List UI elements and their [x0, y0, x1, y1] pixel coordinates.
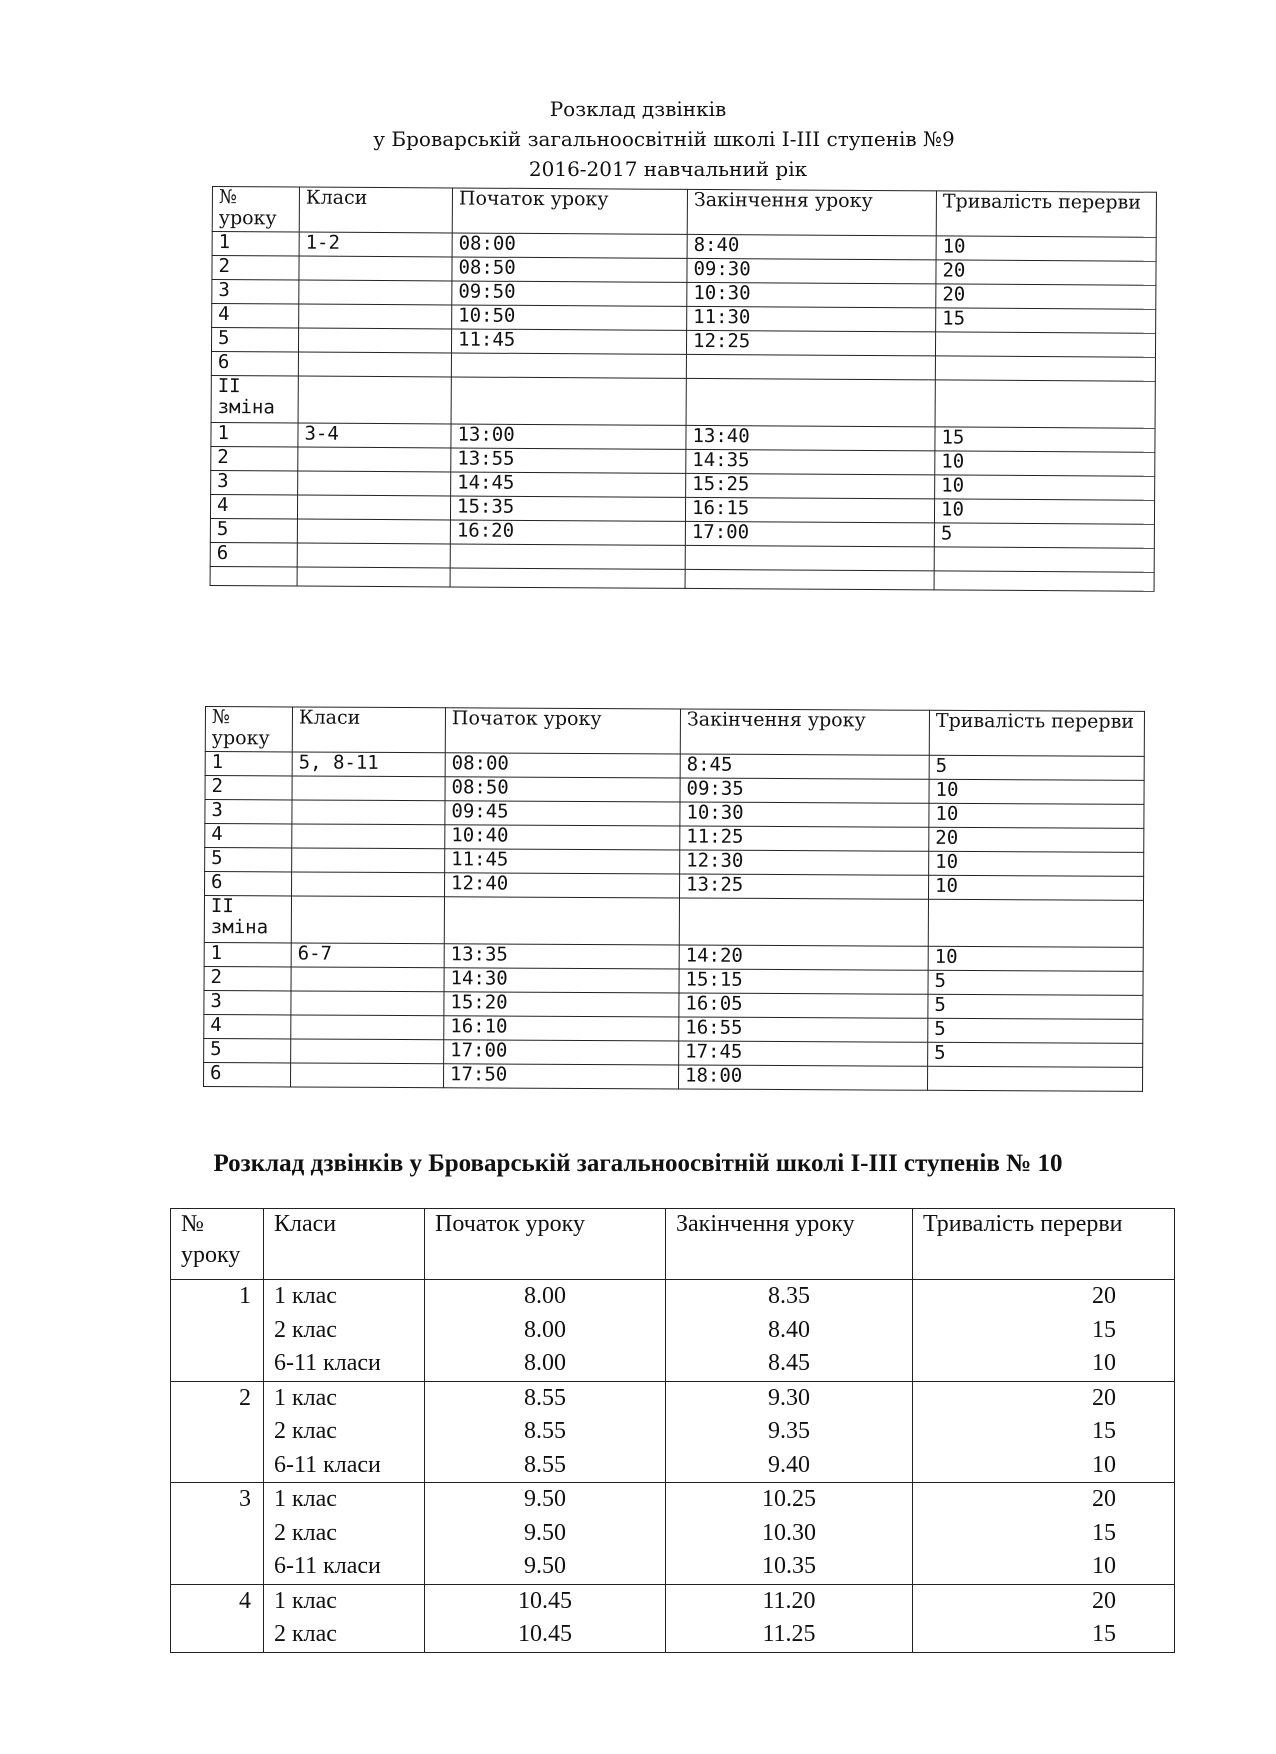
- cell-break: 5: [928, 994, 1143, 1019]
- cell-end-line: 9.40: [768, 1451, 810, 1478]
- cell-end: 16:55: [679, 1017, 928, 1042]
- cell-end: [685, 545, 934, 571]
- cell-lesson: 5: [204, 1038, 291, 1062]
- cell-classes-line: 2 клас: [274, 1316, 337, 1343]
- col-classes: Класи: [264, 1209, 425, 1280]
- cell-classes: [291, 967, 444, 992]
- cell-break: 20: [936, 284, 1156, 309]
- cell-lesson: 3: [205, 800, 292, 824]
- cell-end: 11:30: [687, 306, 936, 332]
- cell-classes-line: 6-11 класи: [274, 1553, 381, 1579]
- cell-start: 14:30: [444, 968, 679, 993]
- cell-start-line: 10.45: [518, 1621, 572, 1647]
- cell-lesson: 5: [205, 848, 292, 872]
- cell-break-line: 15: [1092, 1621, 1116, 1647]
- cell-classes: [292, 776, 445, 801]
- cell-classes-line: 1 клас: [274, 1587, 337, 1614]
- cell-lesson: 4: [210, 494, 297, 519]
- cell-end-line: 11.25: [762, 1621, 816, 1647]
- cell-break: 10: [934, 499, 1154, 524]
- cell-lesson: 1: [205, 752, 292, 776]
- cell-lesson: 5: [210, 518, 297, 543]
- col-start: Початок уроку: [425, 1209, 666, 1280]
- cell-break-line: 10: [1092, 1451, 1116, 1478]
- cell-break: [913, 1381, 1175, 1483]
- cell-break: 10: [928, 946, 1143, 971]
- cell-break: [935, 356, 1155, 381]
- cell-start: 17:50: [444, 1064, 679, 1089]
- cell-break-line: 10: [1092, 1553, 1116, 1579]
- cell-break: [913, 1584, 1175, 1652]
- cell-start: [425, 1584, 666, 1652]
- cell-start-line: 8.55: [524, 1451, 566, 1478]
- cell-end: 10:30: [680, 802, 929, 827]
- cell-end: 14:20: [679, 945, 928, 970]
- section-title: Розклад дзвінків у Броварській загальноосвітній школі І-ІІІ ступенів № 10: [213, 1150, 1063, 1177]
- cell-start-line: 8.00: [524, 1350, 566, 1376]
- cell-break: 5: [929, 755, 1144, 780]
- cell-break: 5: [928, 970, 1143, 995]
- cell-break-line: 20: [1092, 1486, 1116, 1512]
- cell-end-line: 8.35: [768, 1283, 810, 1309]
- cell-break: [927, 1066, 1142, 1091]
- schedule-table-2: [203, 706, 1145, 1092]
- doc-title: Розклад дзвінків: [549, 97, 727, 121]
- cell-start: [425, 1483, 666, 1585]
- cell-end: 8:40: [687, 234, 936, 260]
- cell-classes: [292, 848, 445, 873]
- cell-classes: [297, 495, 450, 520]
- cell-start: 12:40: [445, 873, 680, 898]
- cell-start: [425, 1381, 666, 1483]
- cell-classes: [264, 1483, 425, 1585]
- cell-end: 16:15: [685, 497, 934, 523]
- cell-break: [935, 332, 1155, 357]
- cell-start: 08:50: [445, 777, 680, 802]
- cell-start-line: 8.00: [524, 1316, 566, 1343]
- cell-break: [913, 1483, 1175, 1585]
- cell-classes: [291, 1039, 444, 1064]
- cell-end-line: 11.20: [762, 1587, 816, 1614]
- cell-classes-line: 1 клас: [274, 1384, 337, 1411]
- cell-lesson: 4: [204, 1014, 291, 1038]
- col-lesson: № уроку: [171, 1209, 264, 1280]
- cell-break: 10: [929, 803, 1144, 828]
- cell-start-line: 9.50: [524, 1519, 566, 1546]
- cell-classes: [298, 471, 451, 496]
- shift-row: [204, 896, 1143, 948]
- cell-break: 10: [928, 875, 1143, 900]
- cell-start-line: 9.50: [524, 1486, 566, 1512]
- cell-classes: 5, 8-11: [292, 752, 445, 777]
- cell-start: 13:00: [451, 424, 686, 449]
- shift-row: [211, 375, 1155, 428]
- cell-end: 09:35: [680, 778, 929, 803]
- cell-end: 12:25: [686, 330, 935, 356]
- cell-start: 09:50: [452, 281, 687, 306]
- cell-break: 5: [928, 1018, 1143, 1043]
- cell-start: 16:20: [450, 520, 685, 545]
- lesson-group-row: [171, 1483, 1175, 1585]
- cell-break-line: 20: [1092, 1283, 1116, 1309]
- cell-end-line: 9.30: [768, 1384, 810, 1411]
- cell-classes: [297, 519, 450, 544]
- lesson-group-row: [171, 1381, 1175, 1483]
- schedule-table-3: [170, 1208, 1175, 1653]
- cell-lesson: 2: [204, 966, 291, 990]
- cell-classes-line: 2 клас: [274, 1418, 337, 1444]
- col-end: Закінчення уроку: [666, 1209, 913, 1280]
- cell-break: 15: [935, 427, 1155, 452]
- cell-classes: [298, 352, 451, 377]
- cell-classes: [299, 280, 452, 305]
- cell-start: 13:35: [444, 944, 679, 969]
- cell-break: 10: [935, 451, 1155, 476]
- cell-end: 13:40: [686, 425, 935, 451]
- col-break: Тривалість перерви: [936, 191, 1156, 237]
- cell-end: [666, 1280, 913, 1382]
- cell-lesson: 2: [211, 446, 298, 471]
- cell-break: 5: [934, 523, 1154, 548]
- cell-end: [686, 354, 935, 380]
- cell-classes: [264, 1280, 425, 1382]
- cell-start: 09:45: [445, 801, 680, 826]
- col-lesson: № уроку: [205, 707, 292, 752]
- cell-classes: [291, 991, 444, 1016]
- cell-end: [666, 1584, 913, 1652]
- cell-end: 15:15: [679, 969, 928, 994]
- cell-break: 15: [936, 308, 1156, 333]
- cell-lesson: 1: [171, 1280, 264, 1382]
- cell-classes: [291, 1063, 444, 1088]
- cell-end: 8:45: [680, 754, 929, 779]
- col-break: Тривалість перерви: [913, 1209, 1175, 1280]
- table-header-row: [171, 1209, 1175, 1280]
- col-classes: Класи: [292, 707, 445, 753]
- cell-break: 10: [929, 779, 1144, 804]
- cell-start: 08:00: [452, 233, 687, 258]
- cell-classes: [299, 304, 452, 329]
- table-header-row: [205, 707, 1144, 757]
- lesson-group-row: [171, 1280, 1175, 1382]
- cell-end: 16:05: [679, 993, 928, 1018]
- doc-subtitle: у Броварській загальноосвітній школі І-ІІІ ступенів №9: [373, 127, 955, 151]
- doc-year: 2016-2017 навчальний рік: [528, 157, 808, 181]
- cell-lesson: 6: [205, 872, 292, 896]
- cell-end-line: 9.35: [768, 1418, 810, 1444]
- cell-lesson: 3: [204, 990, 291, 1014]
- cell-classes: [264, 1584, 425, 1652]
- col-lesson: № уроку: [212, 187, 299, 233]
- cell-end: 09:30: [687, 258, 936, 284]
- cell-classes: [292, 800, 445, 825]
- col-end: Закінчення уроку: [687, 189, 936, 236]
- cell-classes-line: 1 клас: [274, 1283, 337, 1309]
- cell-lesson: 6: [210, 542, 297, 567]
- cell-break: 10: [929, 851, 1144, 876]
- cell-classes-line: 2 клас: [274, 1519, 337, 1546]
- col-classes: Класи: [299, 187, 452, 233]
- cell-start: 15:35: [450, 496, 685, 521]
- cell-classes-line: 2 клас: [274, 1621, 337, 1647]
- cell-break-line: 15: [1092, 1418, 1116, 1444]
- cell-classes: [298, 447, 451, 472]
- cell-break: [934, 547, 1154, 572]
- cell-end-line: 8.45: [768, 1350, 810, 1376]
- cell-lesson: 5: [211, 328, 298, 353]
- cell-lesson: 1: [211, 422, 298, 447]
- cell-end: 17:00: [685, 521, 934, 547]
- cell-break: [913, 1280, 1175, 1382]
- cell-end-line: 10.35: [762, 1553, 816, 1579]
- cell-start: [450, 544, 685, 569]
- table-row: [204, 1062, 1143, 1091]
- cell-start: 08:50: [452, 257, 687, 282]
- cell-break-line: 10: [1092, 1350, 1116, 1376]
- cell-end-line: 8.40: [768, 1316, 810, 1343]
- cell-classes-line: 6-11 класи: [274, 1451, 381, 1478]
- cell-end: 14:35: [686, 449, 935, 475]
- cell-classes: [292, 872, 445, 897]
- table-header-row: [212, 187, 1156, 238]
- cell-break-line: 15: [1092, 1316, 1116, 1343]
- cell-start: [425, 1280, 666, 1382]
- cell-lesson: 4: [212, 304, 299, 329]
- cell-start: 14:45: [451, 472, 686, 497]
- cell-lesson: 2: [205, 776, 292, 800]
- cell-start-line: 8.00: [524, 1283, 566, 1309]
- cell-classes: 3-4: [298, 423, 451, 448]
- cell-lesson: 2: [212, 256, 299, 281]
- cell-classes: [298, 328, 451, 353]
- cell-break: 5: [928, 1042, 1143, 1067]
- cell-lesson: 3: [212, 280, 299, 305]
- col-break: Тривалість перерви: [929, 710, 1144, 756]
- cell-end: [666, 1483, 913, 1585]
- cell-lesson: 4: [171, 1584, 264, 1652]
- cell-end-line: 10.25: [762, 1486, 816, 1512]
- cell-start: 10:40: [445, 825, 680, 850]
- cell-classes-line: 6-11 класи: [274, 1350, 381, 1376]
- cell-start: 10:50: [452, 305, 687, 330]
- schedule-table-1: [210, 186, 1157, 592]
- cell-start: 11:45: [445, 849, 680, 874]
- cell-end: 10:30: [687, 282, 936, 308]
- cell-end: 12:30: [680, 850, 929, 875]
- col-start: Початок уроку: [445, 708, 680, 754]
- cell-lesson: 4: [205, 824, 292, 848]
- cell-classes: [264, 1381, 425, 1483]
- cell-lesson: 3: [171, 1483, 264, 1585]
- cell-end: 15:25: [686, 473, 935, 499]
- cell-start: 11:45: [451, 329, 686, 354]
- cell-end: 13:25: [680, 874, 929, 899]
- cell-classes: [292, 824, 445, 849]
- cell-break: 10: [935, 475, 1155, 500]
- cell-start: [451, 353, 686, 378]
- col-start: Початок уроку: [452, 188, 687, 234]
- cell-start-line: 8.55: [524, 1384, 566, 1411]
- cell-start: 15:20: [444, 992, 679, 1017]
- cell-break-line: 20: [1092, 1384, 1116, 1411]
- cell-start: 16:10: [444, 1016, 679, 1041]
- cell-end-line: 10.30: [762, 1519, 816, 1546]
- cell-lesson: 3: [211, 470, 298, 495]
- cell-break: 10: [936, 236, 1156, 261]
- cell-lesson: 1: [212, 232, 299, 257]
- cell-lesson: 6: [204, 1062, 291, 1086]
- shift-label: ІІ зміна: [204, 896, 291, 943]
- lesson-group-row: [171, 1584, 1175, 1652]
- cell-classes: [299, 256, 452, 281]
- cell-end: 18:00: [679, 1065, 928, 1090]
- cell-classes: [291, 1015, 444, 1040]
- cell-lesson: 2: [171, 1381, 264, 1483]
- cell-lesson: 1: [204, 942, 291, 966]
- cell-start-line: 10.45: [518, 1587, 572, 1614]
- cell-classes-line: 1 клас: [274, 1486, 337, 1512]
- cell-start: 13:55: [451, 448, 686, 473]
- cell-break-line: 15: [1092, 1519, 1116, 1546]
- cell-lesson: 6: [211, 351, 298, 376]
- cell-classes: [297, 543, 450, 568]
- cell-classes: 6-7: [291, 943, 444, 968]
- cell-start-line: 8.55: [524, 1418, 566, 1444]
- col-end: Закінчення уроку: [680, 709, 929, 755]
- cell-break: 20: [929, 827, 1144, 852]
- cell-classes: 1-2: [299, 232, 452, 257]
- cell-end: 17:45: [679, 1041, 928, 1066]
- cell-start-line: 9.50: [524, 1553, 566, 1579]
- cell-break-line: 20: [1092, 1587, 1116, 1614]
- cell-start: 08:00: [445, 753, 680, 778]
- cell-break: 20: [936, 260, 1156, 285]
- cell-end: 11:25: [680, 826, 929, 851]
- cell-start: 17:00: [444, 1040, 679, 1065]
- cell-end: [666, 1381, 913, 1483]
- shift-label: ІІ зміна: [211, 375, 298, 423]
